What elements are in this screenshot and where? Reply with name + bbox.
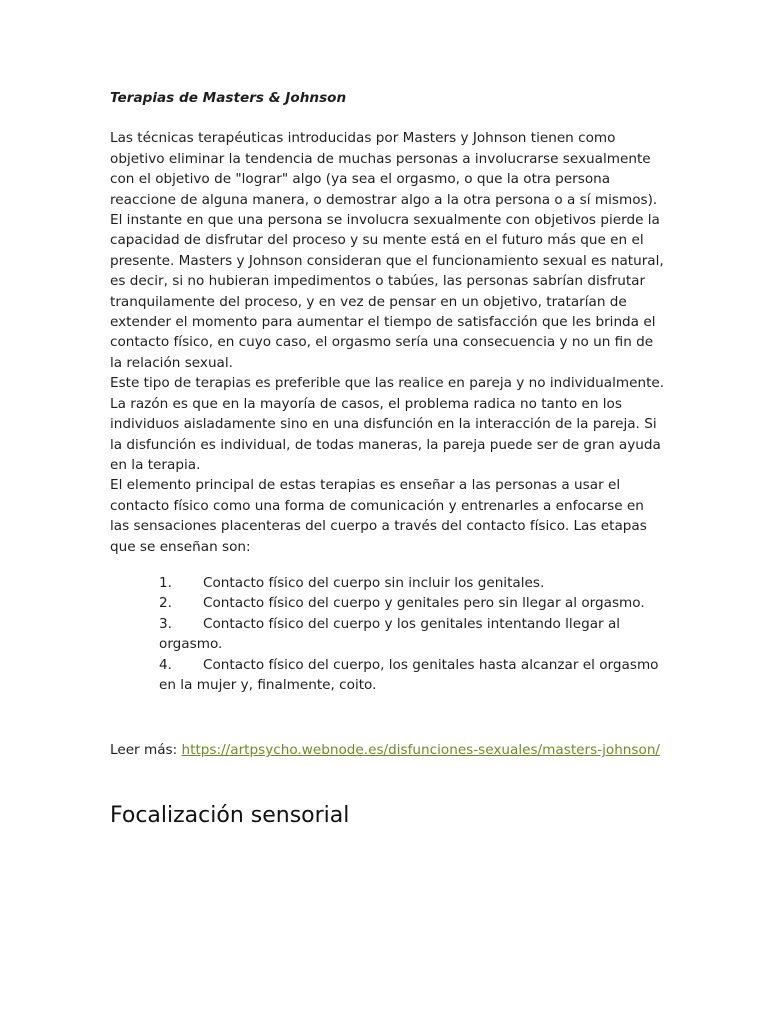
stages-list <box>110 573 665 695</box>
document-body <box>110 88 665 831</box>
stage-text: Contacto físico del cuerpo y genitales pero sin llegar al orgasmo. <box>203 595 645 612</box>
stage-item <box>159 593 665 613</box>
stage-text: Contacto físico del cuerpo y los genitales intentando llegar al orgasmo. <box>159 615 621 653</box>
paragraph-couple-therapy: Este tipo de terapias es preferible que las realice en pareja y no individualmente. La razón es que en la mayoría de casos, el problema radica no tanto en los individuos aisladamente sino en una disfunción en la interacción de la pareja. Si la disfunción es individual, de todas maneras, la pareja puede ser de gran ayuda en la terapia. <box>110 375 665 473</box>
section-heading: Focalización sensorial <box>110 802 350 828</box>
stage-item <box>159 614 665 655</box>
stage-item <box>159 655 665 696</box>
stage-number: 4. <box>159 656 172 673</box>
read-more-label: Leer más: <box>110 742 182 759</box>
stage-number: 1. <box>159 574 172 591</box>
paragraph-main-element: El elemento principal de estas terapias es enseñar a las personas a usar el contacto físico como una forma de comunicación y entrenarles a enfocarse en las sensaciones placenteras del cuerpo a través del contacto físico. Las etapas que se enseñan son: <box>110 477 647 555</box>
stage-item <box>159 573 665 593</box>
stage-text: Contacto físico del cuerpo, los genitales hasta alcanzar el orgasmo en la mujer y, finalmente, coito. <box>159 656 659 693</box>
document-title: Terapias de Masters & Johnson <box>110 90 347 106</box>
read-more <box>110 740 665 760</box>
stage-number: 2. <box>159 595 172 612</box>
paragraph-intro: Las técnicas terapéuticas introducidas por Masters y Johnson tienen como objetivo eliminar la tendencia de muchas personas a involucrarse sexualmente con el objetivo de "lograr" algo (ya sea el orgasmo, o que la otra persona reaccione de alguna manera, o demostrar algo a la otra persona o a sí mismos). El instante en que una persona se involucra sexualmente con objetivos pierde la capacidad de disfrutar del proceso y su mente está en el futuro más que en el presente. Masters y Johnson consideran que el funcionamiento sexual es natural, es decir, si no hubieran impedimentos o tabúes, las personas sabrían disfrutar tranquilamente del proceso, y en vez de pensar en un objetivo, tratarían de extender el momento para aumentar el tiempo de satisfacción que les brinda el contacto físico, en cuyo caso, el orgasmo sería una consecuencia y no un fin de la relación sexual. <box>110 130 664 371</box>
stage-text: Contacto físico del cuerpo sin incluir los genitales. <box>203 574 545 591</box>
stage-number: 3. <box>159 615 172 632</box>
read-more-link[interactable]: https://artpsycho.webnode.es/disfunciones-sexuales/masters-johnson/ <box>181 742 661 759</box>
